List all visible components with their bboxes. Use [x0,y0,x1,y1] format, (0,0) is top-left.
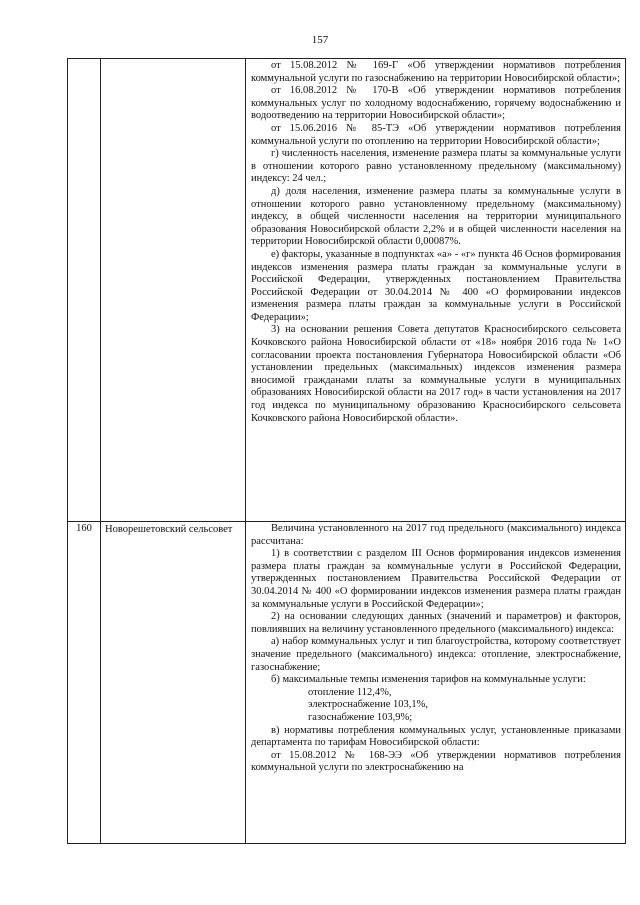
tariff-item: электроснабжение 103,1%, [308,699,428,711]
document-table [67,58,626,844]
paragraph: от 16.08.2012 № 170-В «Об утверждении нормативов потребления коммунальных услуг по холодному водоснабжению, горячему водоснабжению и водоотведению на территории Новосибирской области»; [251,85,621,122]
table-row [68,59,626,522]
paragraph: Величина установленного на 2017 год предельного (максимального) индекса рассчитана: [251,523,621,547]
paragraph: 1) в соответствии с разделом III Основ формирования индексов изменения размера платы граждан за коммунальные услуги в Российской Федерации, утвержденных постановлением Правительства Российской Федерации от 30.04.2014 № 400 «О формировании индексов изменения размера платы граждан за коммунальные услуги в Российской Федерации»; [251,548,621,610]
paragraph: 2) на основании следующих данных (значений и параметров) и факторов, повлиявших на величину установленного предельного (максимального) индекса: [251,611,621,635]
paragraph: 3) на основании решения Совета депутатов Красносибирского сельсовета Кочковского района Новосибирской области от «18» ноября 2016 года № 1«О согласовании проекта постановления Губернатора Новосибирской области «Об установлении предельных (максимальных) индексов изменения размера вносимой гражданами платы за коммунальные услуги в муниципальных образованиях Новосибирской области на 2017 год» в части установления на 2017 год индекса по муниципальному образованию Красносибирского сельсовета Кочковского района Новосибирской области». [251,324,621,424]
paragraph: от 15.08.2012 № 168-ЭЭ «Об утверждении нормативов потребления коммунальной услуги по электроснабжению на [251,749,621,774]
municipality-name-cell [101,59,246,522]
row-number-cell [68,59,101,522]
paragraph: б) максимальные темпы изменения тарифов на коммунальные услуги: [271,674,586,686]
paragraph: г) численность населения, изменение размера платы за коммунальные услуги в отношении которого равно установленному предельному (максимальному) индексу: 24 чел.; [251,148,621,185]
description-cell [246,522,626,844]
paragraph: д) доля населения, изменение размера платы за коммунальные услуги в отношении которого равно установленному предельному (максимальному) индексу, в общей численности населения на территории муниципального образования Новосибирской области 2,2% и в общей численности населения на территории Новосибирской области 0,00087%. [251,185,621,248]
table-row [68,522,626,844]
row-number-cell: 160 [68,522,101,844]
page-number: 157 [311,34,329,46]
paragraph: от 15.06.2016 № 85-ТЭ «Об утверждении нормативов потребления коммунальной услуги по отоплению на территории Новосибирской области»; [251,122,621,147]
tariff-item: газоснабжение 103,9%; [308,711,413,723]
paragraph: в) нормативы потребления коммунальных услуг, установленные приказами департамента по тарифам Новосибирской области: [251,724,621,749]
municipality-name-cell: Новорешетовский сельсовет [101,522,246,844]
paragraph: е) факторы, указанные в подпунктах «а» - «г» пункта 46 Основ формирования индексов изменения размера платы граждан за коммунальные услуги в Российской Федерации, утвержденных постановлением Правительства Российской Федерации от 30.04.2014 № 400 «О формировании индексов изменения размера платы граждан за коммунальные услуги в Российской Федерации»; [251,248,621,323]
description-cell [246,59,626,522]
paragraph: от 15.08.2012 № 169-Г «Об утверждении нормативов потребления коммунальной услуги по газоснабжению на территории Новосибирской области»; [251,60,621,84]
paragraph: а) набор коммунальных услуг и тип благоустройства, которому соответствует значение предельного (максимального) индекса: отопление, электроснабжение, газоснабжение; [251,636,621,673]
tariff-item: отопление 112,4%, [308,686,392,698]
